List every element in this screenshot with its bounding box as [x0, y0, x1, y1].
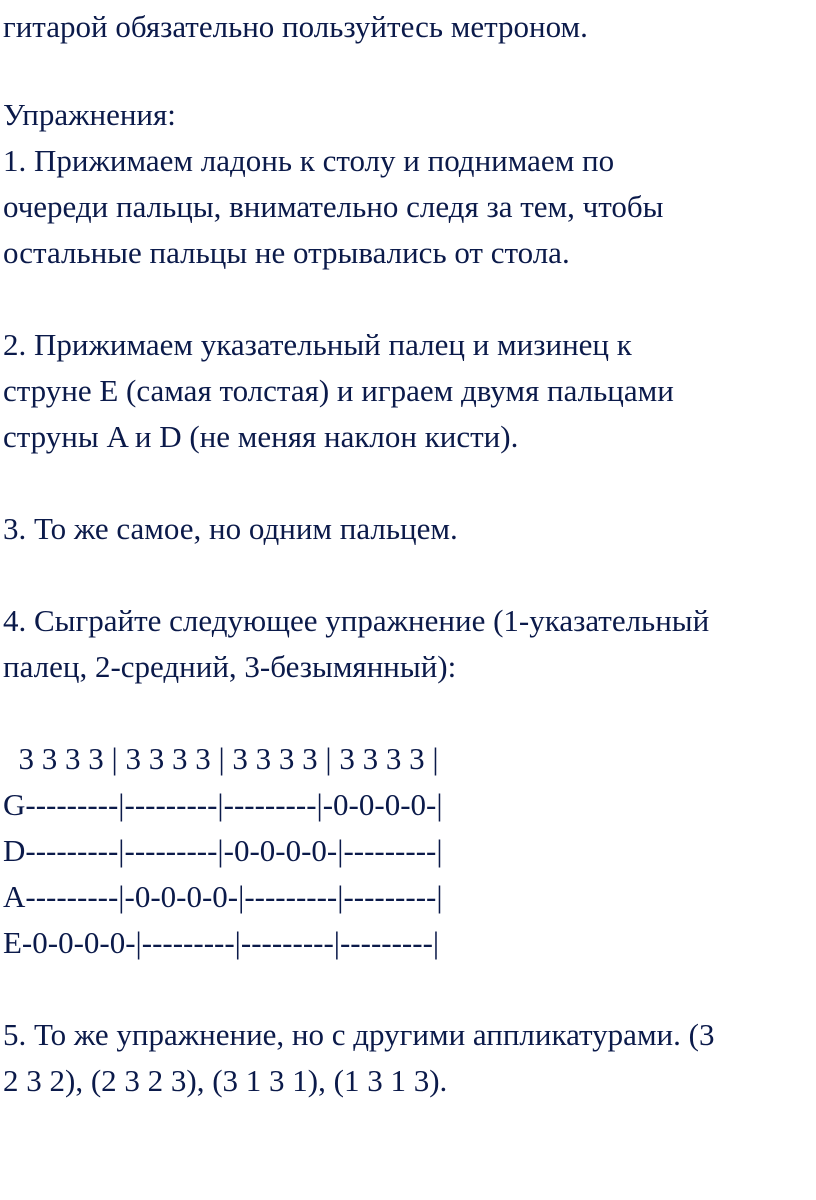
exercise-1-line-2: очереди пальцы, внимательно следя за тем, чтобы	[3, 189, 664, 224]
exercise-5-line-2: 2 3 2), (2 3 2 3), (3 1 3 1), (1 3 1 3).	[3, 1063, 448, 1098]
tab-fingering-row: 3 3 3 3 | 3 3 3 3 | 3 3 3 3 | 3 3 3 3 |	[3, 741, 439, 776]
tab-string-e: E-0-0-0-0-|---------|---------|---------|	[3, 925, 440, 960]
exercise-2-line-1: 2. Прижимаем указательный палец и мизинец к	[3, 327, 632, 362]
exercise-4-line-1: 4. Сыграйте следующее упражнение (1-указательный	[3, 603, 710, 638]
tab-string-a: A---------|-0-0-0-0-|---------|---------|	[3, 879, 443, 914]
exercise-4-line-2: палец, 2-средний, 3-безымянный):	[3, 649, 457, 684]
exercise-2-line-2: струне E (самая толстая) и играем двумя пальцами	[3, 373, 674, 408]
intro-line: гитарой обязательно пользуйтесь метроном.	[3, 9, 588, 44]
exercise-5-line-1: 5. То же упражнение, но с другими аппликатурами. (3	[3, 1017, 715, 1052]
exercises-heading: Упражнения:	[3, 97, 176, 132]
tab-string-d: D---------|---------|-0-0-0-0-|---------|	[3, 833, 443, 868]
exercise-1-line-1: 1. Прижимаем ладонь к столу и поднимаем по	[3, 143, 615, 178]
exercise-3-line: 3. То же самое, но одним пальцем.	[3, 511, 458, 546]
exercise-2-line-3: струны A и D (не меняя наклон кисти).	[3, 419, 519, 454]
exercise-1-line-3: остальные пальцы не отрывались от стола.	[3, 235, 570, 270]
tab-string-g: G---------|---------|---------|-0-0-0-0-|	[3, 787, 443, 822]
